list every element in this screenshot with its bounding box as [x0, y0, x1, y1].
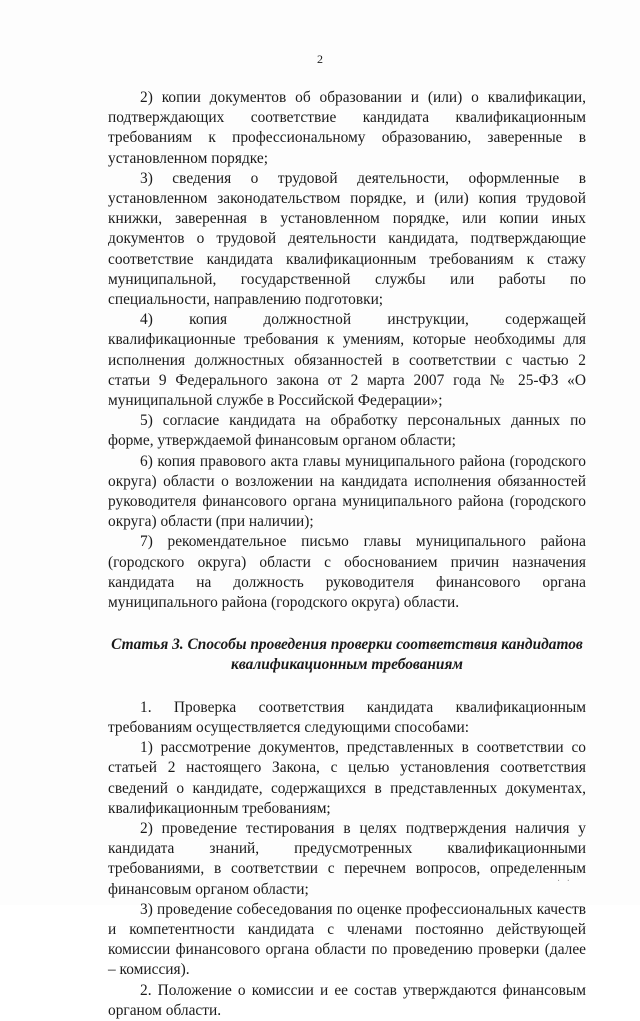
list-item-5-personal-data-consent: 5) согласие кандидата на обработку персональных данных по форме, утверждаемой финансовым органом области; [108, 412, 586, 450]
article-3-heading-line-1: Статья 3. Способы проведения проверки соответствия кандидатов [111, 636, 583, 654]
article-3-heading [108, 635, 586, 675]
article-3-heading-line-2: квалификационным требованиям [231, 656, 463, 674]
method-1-document-review: 1) рассмотрение документов, представленных в соответствии со статьей 2 настоящего Закона, с целью установления соответствия сведений о кандидате, содержащихся в представленных документах, квалификационным требованиям; [108, 739, 586, 817]
list-item-2-education-docs: 2) копии документов об образовании и (или) о квалификации, подтверждающих соответствие кандидата квалификационным требованиям к профессиональному образованию, заверенные в установленном порядке; [108, 89, 586, 167]
method-3-interview: 3) проведение собеседования по оценке профессиональных качеств и компетентности кандидата с членами постоянно действующей комиссии финансового органа области по проведению проверки (далее – комиссия). [108, 900, 586, 979]
list-item-6-legal-act-copy: 6) копия правового акта главы муниципального района (городского округа) области о возложении на кандидата исполнения обязанностей руководителя финансового органа муниципального района (городского округа) области (при наличии); [108, 452, 586, 531]
document-body [108, 88, 586, 1021]
paragraph-2-commission-regulation: 2. Положение о комиссии и ее состав утверждаются финансовым органом области. [108, 981, 586, 1019]
page-number: 2 [317, 52, 323, 66]
list-item-7-recommendation-letter: 7) рекомендательное письмо главы муниципального района (городского округа) области с обоснованием причин назначения кандидата на должность руководителя финансового органа муниципального района (городского округа) области. [108, 533, 586, 612]
list-item-4-job-description: 4) копия должностной инструкции, содержащей квалификационные требования к умениям, которые необходимы для исполнения должностных обязанностей в соответствии с частью 2 статьи 9 Федерального закона от 2 марта 2007 года № 25-ФЗ «О муниципальной службе в Российской Федерации»; [108, 311, 586, 410]
list-item-3-work-history: 3) сведения о трудовой деятельности, оформленные в установленном законодательством порядке, и (или) копия трудовой книжки, заверенная в установленном порядке, или копии иных документов о трудовой деятельности кандидата, подтверждающие соответствие кандидата квалификационным требованиям к стажу муниципальной, государственной службы или работы по специальности, направлению подготовки; [108, 169, 586, 309]
method-2-testing: 2) проведение тестирования в целях подтверждения наличия у кандидата знаний, предусмотренных квалификационными требованиями, в соответствии с перечнем вопросов, определенным финансовым органом области; [108, 819, 586, 898]
paragraph-1-verification-methods: 1. Проверка соответствия кандидата квалификационным требованиям осуществляется следующими способами: [108, 698, 586, 736]
scan-speck: · · [556, 876, 572, 887]
